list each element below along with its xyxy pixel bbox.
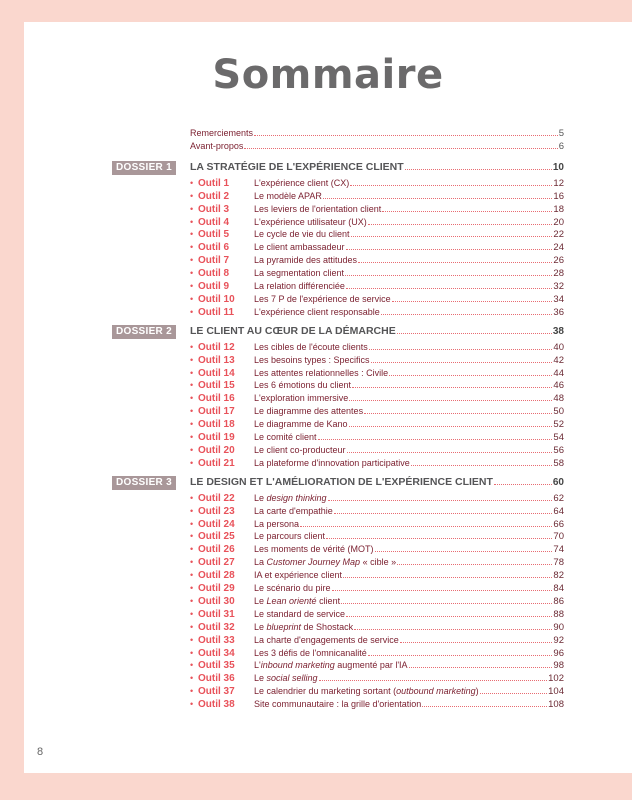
outil-label: Outil 38 <box>198 699 235 711</box>
outil-title: Les 6 émotions du client <box>254 380 352 391</box>
outil-title: Les moments de vérité (MOT) <box>254 544 374 555</box>
bullet-icon: • <box>190 255 194 266</box>
toc-page-number: 108 <box>548 699 564 711</box>
outil-label: Outil 17 <box>198 406 235 418</box>
outil-title: L'expérience client (CX) <box>254 177 350 188</box>
dot-leader <box>405 160 552 170</box>
bullet-icon: • <box>190 531 194 542</box>
dot-leader <box>349 391 552 401</box>
dot-leader <box>326 529 552 539</box>
outil-label: Outil 7 <box>198 255 230 267</box>
toc-outil-item[interactable] <box>190 555 564 569</box>
outil-label: Outil 19 <box>198 432 235 443</box>
outil-label: Outil 26 <box>198 544 235 556</box>
toc-page-number: 32 <box>553 281 564 292</box>
outil-title: Le cycle de vie du client <box>254 229 350 240</box>
outil-title: La Customer Journey Map « cible » <box>254 557 397 568</box>
bullet-icon: • <box>190 660 194 671</box>
toc-page-number: 88 <box>553 608 564 620</box>
outil-label: Outil 11 <box>198 306 235 318</box>
outil-label: Outil 16 <box>198 393 235 405</box>
bullet-icon: • <box>190 570 194 581</box>
outil-label: Outil 33 <box>198 634 235 646</box>
bullet-icon: • <box>190 242 194 253</box>
toc-page-number: 82 <box>553 570 564 582</box>
dossier-badge: DOSSIER 2 <box>112 325 176 339</box>
dot-leader <box>351 227 553 237</box>
toc-page-number: 92 <box>553 634 564 646</box>
outil-label: Outil 30 <box>198 595 235 607</box>
outil-title: L'expérience client responsable <box>254 306 380 317</box>
dot-leader <box>347 443 553 453</box>
outil-title: Le client ambassadeur <box>254 242 345 253</box>
outil-title: L'expérience utilisateur (UX) <box>254 216 367 227</box>
dot-leader <box>382 202 552 212</box>
bullet-icon: • <box>190 406 194 417</box>
outil-label: Outil 31 <box>198 608 235 620</box>
toc-dossier-heading[interactable] <box>190 160 564 174</box>
bullet-icon: • <box>190 354 194 365</box>
dot-leader <box>350 176 552 186</box>
toc-outil-item[interactable] <box>190 240 564 254</box>
toc-outil-item[interactable] <box>190 292 564 306</box>
outil-title: Le comité client <box>254 432 317 442</box>
toc-page-number: 38 <box>552 325 564 337</box>
outil-title: Le Lean orienté client <box>254 595 341 606</box>
bullet-icon: • <box>190 419 194 430</box>
dot-leader <box>400 633 553 643</box>
dot-leader <box>358 253 552 263</box>
outil-label: Outil 18 <box>198 419 235 431</box>
toc-page-number: 12 <box>553 177 564 189</box>
dot-leader <box>244 139 557 149</box>
outil-label: Outil 34 <box>198 647 235 659</box>
toc-outil-item[interactable] <box>190 607 564 621</box>
toc-outil-item[interactable] <box>190 491 564 505</box>
toc-outil-item[interactable] <box>190 504 564 518</box>
dot-leader <box>364 404 552 414</box>
dossier-badge: DOSSIER 3 <box>112 476 176 490</box>
outil-label: Outil 23 <box>198 505 235 517</box>
bullet-icon: • <box>190 216 194 227</box>
bullet-icon: • <box>190 457 194 468</box>
outil-label: Outil 5 <box>198 229 230 241</box>
toc-outil-item[interactable] <box>190 189 564 203</box>
toc-page-number: 22 <box>553 229 564 241</box>
toc-page-number: 56 <box>553 444 564 456</box>
toc-page-number: 26 <box>553 255 564 267</box>
outil-title: Le standard de service <box>254 608 346 619</box>
outil-label: Outil 6 <box>198 242 230 254</box>
dot-leader <box>375 542 553 552</box>
dot-leader <box>345 266 552 276</box>
dot-leader <box>352 378 552 388</box>
toc-outil-item[interactable] <box>190 443 564 457</box>
toc-page-number: 74 <box>553 544 564 556</box>
bullet-icon: • <box>190 557 194 568</box>
toc-outil-item[interactable] <box>190 568 564 582</box>
bullet-icon: • <box>190 544 194 555</box>
toc-outil-item[interactable] <box>190 202 564 216</box>
toc-outil-item[interactable] <box>190 697 564 711</box>
dot-leader <box>319 671 548 681</box>
outil-label: Outil 21 <box>198 457 235 469</box>
bullet-icon: • <box>190 595 194 606</box>
toc-outil-item[interactable] <box>190 633 564 647</box>
outil-label: Outil 24 <box>198 518 235 530</box>
toc-outil-item[interactable] <box>190 456 564 470</box>
document-page <box>24 22 632 773</box>
outil-label: Outil 32 <box>198 621 235 633</box>
outil-title: Les cibles de l'écoute clients <box>254 341 368 352</box>
dot-leader <box>318 430 553 440</box>
toc-page-number: 50 <box>553 406 564 418</box>
outil-title: Le blueprint de Shostack <box>254 621 354 632</box>
outil-title: L'inbound marketing augmenté par l'IA <box>254 660 408 671</box>
outil-label: Outil 12 <box>198 341 235 353</box>
toc-page-number: 6 <box>558 140 564 152</box>
outil-title: Les 7 P de l'expérience de service <box>254 293 391 304</box>
toc-page-number: 64 <box>553 505 564 517</box>
toc-page-number: 46 <box>553 380 564 392</box>
outil-title: Les besoins types : Specifics <box>254 354 370 365</box>
dot-leader <box>346 279 553 289</box>
toc-page-number: 96 <box>553 647 564 659</box>
outil-label: Outil 4 <box>198 216 230 228</box>
dot-leader <box>422 697 547 707</box>
toc-front-matter-item[interactable] <box>190 139 564 153</box>
outil-label: Outil 36 <box>198 673 235 685</box>
outil-title: Site communautaire : la grille d'orientation <box>254 699 422 710</box>
bullet-icon: • <box>190 492 194 503</box>
bullet-icon: • <box>190 505 194 516</box>
toc-outil-item[interactable] <box>190 684 564 698</box>
dot-leader <box>254 126 558 136</box>
toc-page-number: 10 <box>552 161 564 173</box>
toc-page-number: 34 <box>553 293 564 305</box>
toc-outil-item[interactable] <box>190 594 564 608</box>
bullet-icon: • <box>190 634 194 645</box>
toc-entry-label: Avant-propos <box>190 140 244 151</box>
bullet-icon: • <box>190 608 194 619</box>
toc-outil-item[interactable] <box>190 353 564 367</box>
bullet-icon: • <box>190 393 194 404</box>
outil-title: La carte d'empathie <box>254 505 333 516</box>
bullet-icon: • <box>190 367 194 378</box>
dot-leader <box>300 517 552 527</box>
toc-page-number: 66 <box>553 518 564 530</box>
bullet-icon: • <box>190 268 194 279</box>
dot-leader <box>409 658 553 668</box>
page-title: Sommaire <box>212 52 444 98</box>
dot-leader <box>397 324 552 334</box>
dot-leader <box>480 684 548 694</box>
dot-leader <box>369 340 553 350</box>
outil-title: La charte d'engagements de service <box>254 634 399 645</box>
bullet-icon: • <box>190 203 194 214</box>
outil-title: Le diagramme de Kano <box>254 419 348 430</box>
toc-page-number: 42 <box>553 354 564 366</box>
outil-title: Le client co-producteur <box>254 444 346 455</box>
dot-leader <box>341 594 552 604</box>
dot-leader <box>354 620 552 630</box>
toc-outil-item[interactable] <box>190 253 564 267</box>
toc-page-number: 58 <box>553 457 564 469</box>
bullet-icon: • <box>190 621 194 632</box>
toc-page-number: 98 <box>553 660 564 672</box>
toc-page-number: 102 <box>548 673 564 685</box>
toc-page-number: 36 <box>553 306 564 318</box>
outil-label: Outil 28 <box>198 570 235 582</box>
dot-leader <box>389 366 552 376</box>
outil-label: Outil 15 <box>198 380 235 392</box>
outil-title: Le design thinking <box>254 492 327 503</box>
outil-title: Le modèle APAR <box>254 190 322 201</box>
dot-leader <box>368 215 553 225</box>
outil-label: Outil 3 <box>198 203 230 215</box>
toc-outil-item[interactable] <box>190 279 564 293</box>
toc-page-number: 20 <box>553 216 564 228</box>
page-number: 8 <box>37 746 44 758</box>
toc-outil-item[interactable] <box>190 305 564 319</box>
toc-outil-item[interactable] <box>190 542 564 556</box>
dot-leader <box>332 581 553 591</box>
toc-page-number: 90 <box>553 621 564 633</box>
toc-page-number: 48 <box>553 393 564 405</box>
toc-outil-item[interactable] <box>190 620 564 634</box>
outil-title: Le calendrier du marketing sortant (outbound marketing) <box>254 686 479 697</box>
outil-label: Outil 10 <box>198 293 235 305</box>
toc-outil-item[interactable] <box>190 266 564 280</box>
outil-label: Outil 8 <box>198 268 230 280</box>
outil-title: La persona <box>254 518 300 529</box>
outil-title: Les 3 défis de l'omnicanalité <box>254 647 367 658</box>
toc-outil-item[interactable] <box>190 417 564 431</box>
bullet-icon: • <box>190 583 194 593</box>
bullet-icon: • <box>190 380 194 391</box>
toc-outil-item[interactable] <box>190 227 564 241</box>
dot-leader <box>392 292 553 302</box>
toc-outil-item[interactable] <box>190 366 564 380</box>
dot-leader <box>343 568 552 578</box>
bullet-icon: • <box>190 306 194 317</box>
toc-outil-item[interactable] <box>190 215 564 229</box>
toc-outil-item[interactable] <box>190 378 564 392</box>
toc-outil-item[interactable] <box>190 404 564 418</box>
bullet-icon: • <box>190 699 194 710</box>
dot-leader <box>371 353 553 363</box>
dot-leader <box>397 555 552 565</box>
toc-dossier-heading[interactable] <box>190 324 564 338</box>
bullet-icon: • <box>190 177 194 188</box>
outil-title: La segmentation client <box>254 268 345 279</box>
dot-leader <box>411 456 553 466</box>
outil-title: L'exploration immersive <box>254 393 349 404</box>
outil-title: Les leviers de l'orientation client <box>254 203 382 214</box>
toc-page-number: 104 <box>548 686 564 698</box>
dossier-title: LE CLIENT AU CŒUR DE LA DÉMARCHE <box>190 324 396 337</box>
outil-title: Les attentes relationnelles : Civile <box>254 367 389 378</box>
toc-outil-item[interactable] <box>190 176 564 190</box>
toc-page-number: 28 <box>553 268 564 280</box>
dossier-title: LE DESIGN ET L'AMÉLIORATION DE L'EXPÉRIENCE CLIENT <box>190 475 493 488</box>
outil-label: Outil 29 <box>198 583 235 594</box>
outil-label: Outil 35 <box>198 660 235 672</box>
dossier-title: LA STRATÉGIE DE L'EXPÉRIENCE CLIENT <box>190 160 404 173</box>
dot-leader <box>381 305 553 315</box>
toc-page-number: 44 <box>553 367 564 379</box>
outil-label: Outil 22 <box>198 492 235 504</box>
toc-page-number: 16 <box>553 190 564 202</box>
toc-page-number: 40 <box>553 341 564 353</box>
bullet-icon: • <box>190 293 194 304</box>
dot-leader <box>346 240 553 250</box>
outil-title: La relation différenciée <box>254 281 345 291</box>
toc-outil-item[interactable] <box>190 391 564 405</box>
toc-outil-item[interactable] <box>190 646 564 660</box>
outil-title: IA et expérience client <box>254 570 343 581</box>
outil-title: La plateforme d'innovation participative <box>254 457 410 468</box>
toc-front-matter-item[interactable] <box>190 126 564 140</box>
toc-page-number: 52 <box>553 419 564 431</box>
bullet-icon: • <box>190 647 194 658</box>
outil-label: Outil 27 <box>198 557 235 569</box>
toc-page-number: 54 <box>553 432 564 443</box>
toc-page-number: 62 <box>553 492 564 504</box>
toc-entry-label: Remerciements <box>190 128 254 138</box>
bullet-icon: • <box>190 444 194 455</box>
outil-label: Outil 20 <box>198 444 235 456</box>
dot-leader <box>368 646 553 656</box>
bullet-icon: • <box>190 432 194 442</box>
outil-title: Le diagramme des attentes <box>254 406 364 417</box>
toc-page-number: 86 <box>553 595 564 607</box>
bullet-icon: • <box>190 190 194 201</box>
toc-page-number: 24 <box>553 242 564 254</box>
toc-page-number: 84 <box>553 583 564 594</box>
bullet-icon: • <box>190 341 194 352</box>
outil-label: Outil 14 <box>198 367 235 379</box>
toc-outil-item[interactable] <box>190 430 564 444</box>
toc-outil-item[interactable] <box>190 517 564 531</box>
outil-label: Outil 2 <box>198 190 230 202</box>
toc-outil-item[interactable] <box>190 581 564 595</box>
toc-page-number: 78 <box>553 557 564 569</box>
toc-page-number: 60 <box>552 476 564 488</box>
dossier-badge: DOSSIER 1 <box>112 161 176 175</box>
toc-page-number: 18 <box>553 203 564 215</box>
dot-leader <box>346 607 552 617</box>
outil-label: Outil 9 <box>198 281 230 292</box>
bullet-icon: • <box>190 518 194 529</box>
toc-outil-item[interactable] <box>190 529 564 543</box>
bullet-icon: • <box>190 281 194 291</box>
toc-outil-item[interactable] <box>190 340 564 354</box>
outil-title: La pyramide des attitudes <box>254 255 358 266</box>
dot-leader <box>349 417 553 427</box>
toc-outil-item[interactable] <box>190 671 564 685</box>
bullet-icon: • <box>190 686 194 697</box>
dot-leader <box>494 475 552 485</box>
bullet-icon: • <box>190 229 194 240</box>
outil-title: Le scénario du pire <box>254 583 331 593</box>
dot-leader <box>328 491 553 501</box>
toc-outil-item[interactable] <box>190 658 564 672</box>
outil-title: Le social selling <box>254 673 318 684</box>
toc-dossier-heading[interactable] <box>190 475 564 489</box>
outil-label: Outil 1 <box>198 177 230 189</box>
dot-leader <box>323 189 553 199</box>
outil-label: Outil 37 <box>198 686 235 698</box>
outil-title: Le parcours client <box>254 531 326 542</box>
bullet-icon: • <box>190 673 194 684</box>
outil-label: Outil 13 <box>198 354 235 366</box>
toc-page-number: 5 <box>558 128 564 139</box>
dot-leader <box>334 504 553 514</box>
outil-label: Outil 25 <box>198 531 235 543</box>
toc-page-number: 70 <box>553 531 564 543</box>
